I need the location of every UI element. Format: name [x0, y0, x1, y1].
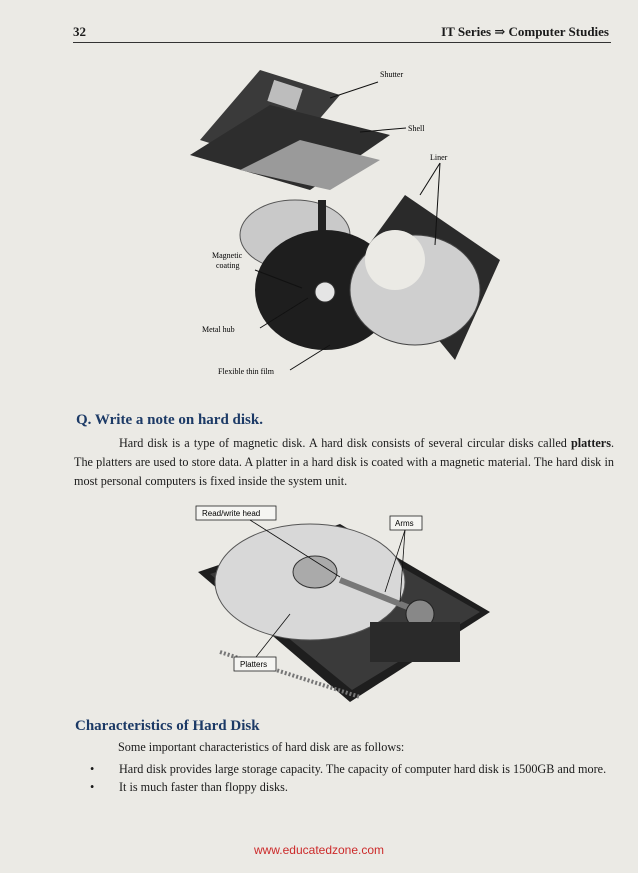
label-shutter: Shutter	[380, 70, 404, 79]
page-number: 32	[73, 24, 86, 39]
label-platters: Platters	[240, 660, 268, 669]
list-item-text: Hard disk provides large storage capacity. The capacity of computer hard disk is 1500GB and more.	[119, 762, 607, 776]
hard-disk-paragraph	[74, 434, 614, 491]
label-flexible-film: Flexible thin film	[218, 367, 274, 376]
characteristics-intro: Some important characteristics of hard disk are as follows:	[118, 740, 405, 754]
label-magnetic-coating-2: coating	[216, 261, 240, 270]
running-title: IT Series ⇒ Computer Studies	[441, 24, 609, 39]
label-read-write-head: Read/write head	[202, 509, 261, 518]
list-item	[88, 778, 614, 796]
list-item-text: It is much faster than floppy disks.	[119, 780, 288, 794]
characteristics-title: Characteristics of Hard Disk	[75, 718, 260, 734]
label-metal-hub: Metal hub	[202, 325, 235, 334]
label-magnetic-coating-1: Magnetic	[212, 251, 243, 260]
question-title: Q. Write a note on hard disk.	[76, 412, 263, 428]
hard-disk-figure	[190, 502, 500, 708]
characteristics-list	[88, 760, 614, 796]
bullet-icon: •	[90, 780, 95, 794]
floppy-disk-figure	[180, 60, 520, 390]
label-arms: Arms	[395, 519, 414, 528]
list-item	[88, 760, 614, 778]
label-shell: Shell	[408, 124, 425, 133]
footer-url: www.educatedzone.com	[253, 843, 385, 857]
bullet-icon: •	[90, 762, 95, 776]
label-liner: Liner	[430, 153, 448, 162]
platters-term: platters	[571, 436, 611, 450]
paragraph-text-2: . The platters are used to store data. A platter in a hard disk is coated with a magnetic material. The hard disk in most personal computers is fixed inside the system unit.	[74, 436, 614, 488]
metal-hub	[315, 282, 335, 302]
page-header	[73, 22, 611, 43]
paragraph-text-1: Hard disk is a type of magnetic disk. A hard disk consists of several circular disks called	[119, 436, 572, 450]
